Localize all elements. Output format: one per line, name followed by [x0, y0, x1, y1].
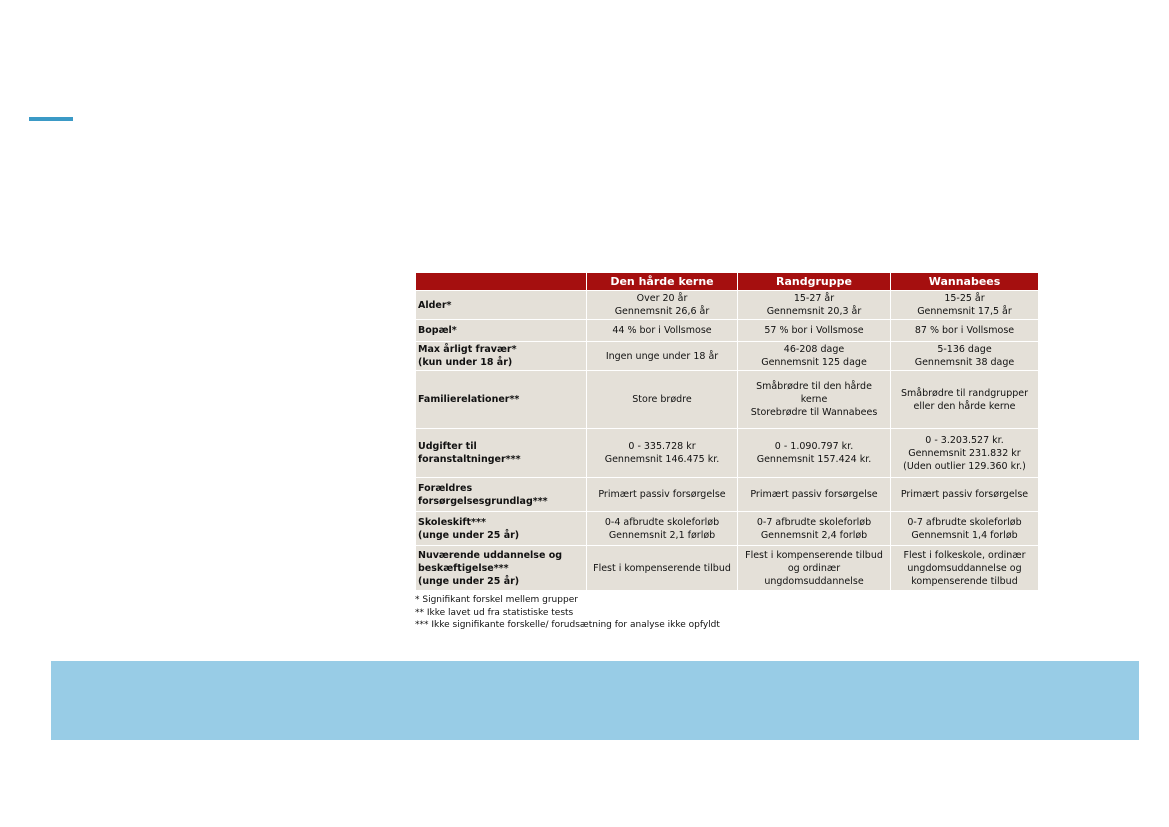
row-label-line: (unge under 25 år) — [418, 529, 520, 541]
table-cell — [891, 546, 1039, 591]
row-label-line: beskæftigelse*** — [418, 562, 509, 574]
cell-line: 15-27 år — [793, 293, 835, 304]
row-label — [416, 291, 587, 320]
table-row — [416, 371, 1039, 429]
row-label — [416, 512, 587, 546]
table-cell — [738, 291, 891, 320]
table-cell — [587, 320, 738, 342]
table-row — [416, 429, 1039, 478]
footnote: ** Ikke lavet ud fra statistiske tests — [415, 607, 574, 618]
row-label-line: (unge under 25 år) — [418, 575, 520, 587]
row-label — [416, 429, 587, 478]
row-label-line: foranstaltninger*** — [418, 454, 521, 465]
cell-line: Gennemsnit 17,5 år — [917, 306, 1012, 317]
cell-line: Gennemsnit 2,4 forløb — [760, 529, 868, 541]
cell-line: Gennemsnit 20,3 år — [766, 306, 862, 317]
cell-line: 0 - 335.728 kr — [628, 441, 696, 452]
row-label — [416, 478, 587, 512]
row-label-line: Forældres — [418, 482, 473, 494]
table-cell — [738, 429, 891, 478]
table-cell — [891, 478, 1039, 512]
cell-line: kompenserende tilbud — [911, 575, 1018, 587]
table-row — [416, 478, 1039, 512]
table-row — [416, 291, 1039, 320]
table-cell — [738, 546, 891, 591]
table-cell — [891, 371, 1039, 429]
table-cell — [587, 546, 738, 591]
header-den-haarde-kerne: Den hårde kerne — [587, 273, 738, 291]
table-cell — [891, 320, 1039, 342]
row-label — [416, 546, 587, 591]
cell-line: 0-4 afbrudte skoleforløb — [604, 516, 720, 528]
cell-line: 0-7 afbrudte skoleforløb — [907, 516, 1022, 528]
header-blank — [416, 273, 587, 291]
table-cell — [587, 342, 738, 371]
cell-line: Småbrødre til randgrupper — [900, 387, 1029, 399]
comparison-table-container — [415, 272, 1038, 632]
table-cell — [587, 291, 738, 320]
row-label — [416, 342, 587, 371]
cell-line: kerne — [800, 394, 828, 405]
cell-line: Flest i kompenserende tilbud — [593, 562, 731, 574]
cell-line: 87 % bor i Vollsmose — [914, 325, 1015, 336]
cell-line: Gennemsnit 1,4 forløb — [911, 529, 1018, 541]
cell-line: ungdomsuddannelse — [764, 575, 864, 587]
table-cell — [891, 512, 1039, 546]
row-label-line: Bopæl* — [418, 325, 457, 336]
cell-line: Gennemsnit 157.424 kr. — [756, 454, 872, 465]
cell-line: 44 % bor i Vollsmose — [612, 325, 712, 336]
table-cell — [738, 371, 891, 429]
cell-line: Flest i kompenserende tilbud — [745, 549, 883, 561]
row-label-line: Alder* — [418, 299, 452, 311]
cell-line: og ordinær — [787, 562, 841, 574]
cell-line: Gennemsnit 146.475 kr. — [604, 454, 720, 465]
row-label-line: Udgifter til — [418, 441, 477, 452]
row-label-line: Nuværende uddannelse og — [418, 549, 563, 561]
cell-line: Gennemsnit 2,1 førløb — [608, 529, 716, 541]
cell-line: Primært passiv forsørgelse — [900, 489, 1029, 500]
table-cell — [891, 342, 1039, 371]
cell-line: ungdomsuddannelse og — [907, 562, 1022, 574]
footnote: * Signifikant forskel mellem grupper — [415, 595, 578, 605]
cell-line: Gennemsnit 26,6 år — [614, 306, 710, 317]
table-cell — [587, 429, 738, 478]
row-label-line: Skoleskift*** — [418, 516, 486, 528]
cell-line: Storebrødre til Wannabees — [750, 407, 878, 418]
table-cell — [738, 512, 891, 546]
cell-line: Primært passiv forsørgelse — [598, 489, 726, 500]
cell-line: Ingen unge under 18 år — [605, 350, 719, 362]
cell-line: Gennemsnit 125 dage — [761, 357, 867, 368]
cell-line: (Uden outlier 129.360 kr.) — [903, 460, 1026, 472]
table-row — [416, 512, 1039, 546]
cell-line: 57 % bor i Vollsmose — [764, 325, 864, 336]
cell-line: 0 - 1.090.797 kr. — [774, 441, 854, 452]
table-header-row — [416, 273, 1039, 291]
table-footnotes — [415, 594, 1038, 632]
row-label — [416, 320, 587, 342]
row-label-line: (kun under 18 år) — [418, 357, 513, 368]
cell-line: Over 20 år — [636, 293, 688, 304]
footnote: *** Ikke signifikante forskelle/ forudsætning for analyse ikke opfyldt — [415, 620, 720, 630]
table-cell — [738, 320, 891, 342]
bottom-band — [51, 661, 1139, 740]
table-row — [416, 342, 1039, 371]
table-cell — [587, 478, 738, 512]
table-row — [416, 320, 1039, 342]
cell-line: 0-7 afbrudte skoleforløb — [756, 516, 872, 528]
cell-line: Småbrødre til den hårde — [756, 381, 872, 392]
cell-line: 46-208 dage — [783, 344, 845, 355]
cell-line: 5-136 dage — [937, 344, 992, 355]
cell-line: Primært passiv forsørgelse — [750, 489, 878, 500]
row-label-line: Max årligt fravær* — [418, 344, 517, 355]
cell-line: Flest i folkeskole, ordinær — [903, 549, 1026, 561]
header-wannabees: Wannabees — [891, 273, 1039, 291]
table-cell — [891, 291, 1039, 320]
row-label — [416, 371, 587, 429]
table-cell — [587, 371, 738, 429]
row-label-line: Familierelationer** — [418, 394, 520, 405]
table-cell — [587, 512, 738, 546]
cell-line: Gennemsnit 38 dage — [914, 357, 1015, 368]
comparison-table — [415, 272, 1039, 591]
table-cell — [891, 429, 1039, 478]
table-cell — [738, 478, 891, 512]
cell-line: Store brødre — [632, 394, 692, 405]
table-cell — [738, 342, 891, 371]
cell-line: 0 - 3.203.527 kr. — [925, 434, 1004, 446]
table-row — [416, 546, 1039, 591]
cell-line: eller den hårde kerne — [913, 400, 1016, 412]
row-label-line: forsørgelsesgrundlag*** — [418, 495, 548, 507]
cell-line: Gennemsnit 231.832 kr — [908, 447, 1021, 459]
cell-line: 15-25 år — [944, 293, 985, 304]
accent-line — [29, 117, 73, 121]
header-randgruppe: Randgruppe — [738, 273, 891, 291]
table-body — [416, 291, 1039, 591]
